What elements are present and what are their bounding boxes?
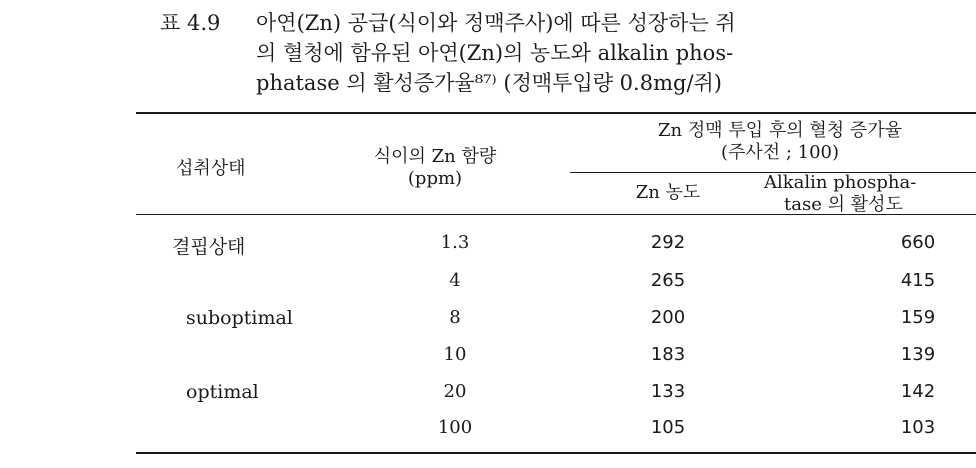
row-zn-conc: 265 <box>650 270 686 291</box>
header-serum-increase <box>580 120 976 164</box>
header-dietary-zn-line1: 식이의 Zn 함량 <box>373 146 497 167</box>
row-state: suboptimal <box>186 307 293 329</box>
header-dietary-zn-line2: (ppm) <box>407 168 463 189</box>
row-dietary-zn: 10 <box>443 344 467 365</box>
header-alp-activity <box>764 172 976 216</box>
table-bottom-rule <box>136 452 976 454</box>
header-group-line1: Zn 정맥 투입 후의 혈청 증가율 <box>658 120 902 141</box>
row-alp: 103 <box>900 417 936 438</box>
row-zn-conc: 133 <box>650 381 686 402</box>
row-state: optimal <box>186 381 259 403</box>
row-state: 결핍상태 <box>172 236 246 258</box>
caption-line-3: phatase 의 활성증가율⁸⁷⁾ (정맥투입량 0.8mg/쥐) <box>256 71 722 95</box>
row-alp: 142 <box>900 381 936 402</box>
header-group-line2: (주사전 ; 100) <box>720 142 840 163</box>
caption-line-2: 의 혈청에 함유된 아연(Zn)의 농도와 alkalin phos- <box>256 41 734 65</box>
row-alp: 660 <box>900 232 936 253</box>
header-bottom-rule <box>136 214 976 215</box>
row-dietary-zn: 1.3 <box>440 232 470 253</box>
header-dietary-zn <box>340 146 530 190</box>
header-alp-line2: tase 의 활성도 <box>784 194 903 215</box>
row-zn-conc: 292 <box>650 232 686 253</box>
header-alp-line1: Alkalin phospha- <box>764 172 917 193</box>
row-dietary-zn: 20 <box>443 381 467 402</box>
header-zn-concentration: Zn 농도 <box>635 182 701 203</box>
table-caption <box>160 8 736 98</box>
caption-text-1: 아연(Zn) 공급(식이와 정맥주사)에 따른 성장하는 쥐 <box>256 11 736 35</box>
row-dietary-zn: 4 <box>449 270 461 291</box>
row-alp: 159 <box>900 307 936 328</box>
row-zn-conc: 183 <box>650 344 686 365</box>
row-zn-conc: 105 <box>650 417 686 438</box>
row-alp: 139 <box>900 344 936 365</box>
row-zn-conc: 200 <box>650 307 686 328</box>
caption-line-1 <box>160 8 736 38</box>
header-intake-state: 섭취상태 <box>176 158 246 179</box>
table-top-rule <box>136 112 976 114</box>
row-dietary-zn: 8 <box>449 307 461 328</box>
row-alp: 415 <box>900 270 936 291</box>
row-dietary-zn: 100 <box>437 417 473 438</box>
caption-label: 표 4.9 <box>160 11 221 35</box>
